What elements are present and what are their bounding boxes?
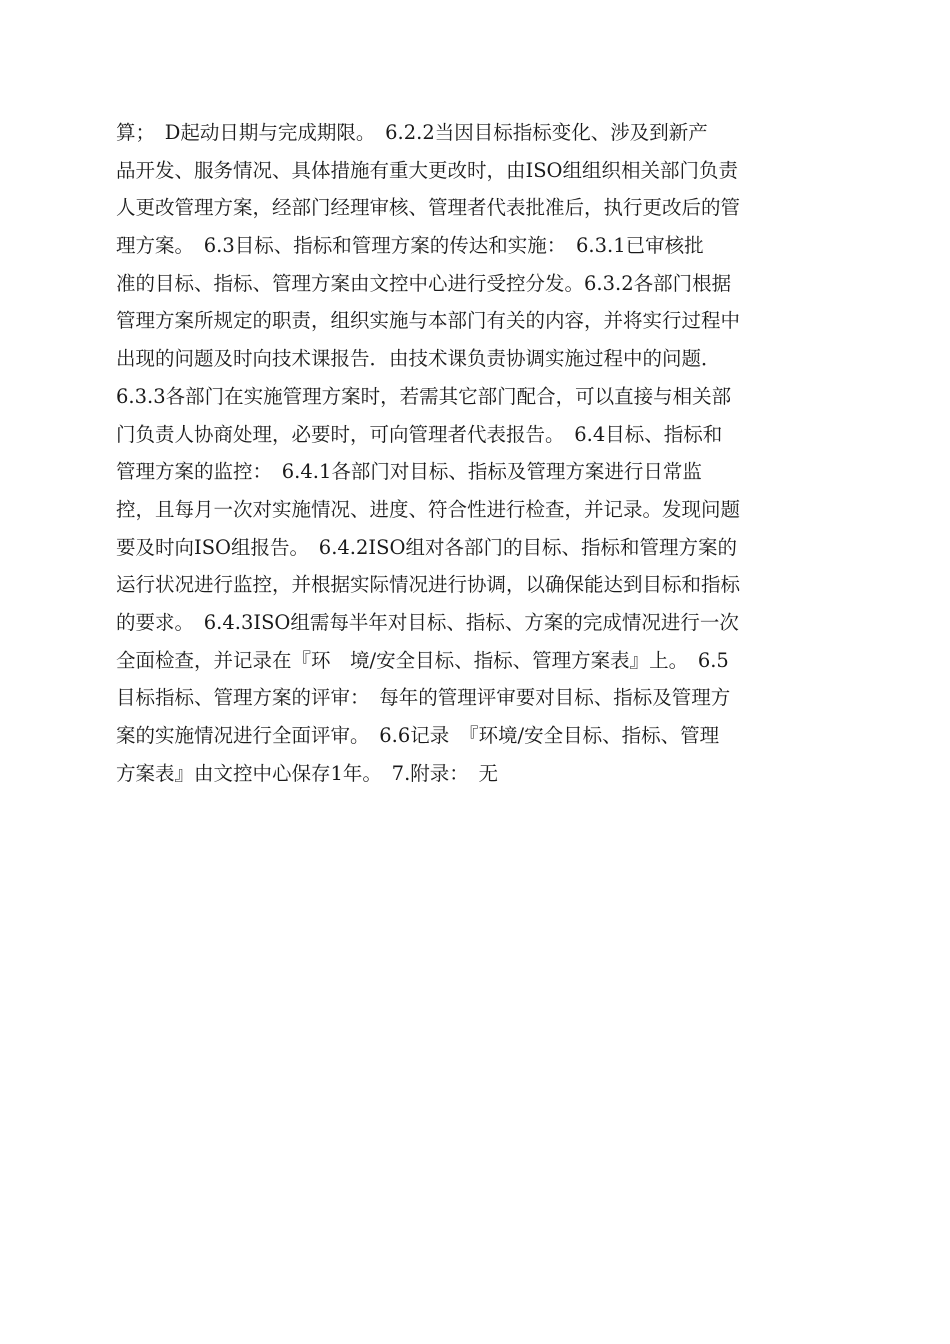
text-line: 的要求。 6.4.3ISO组需每半年对目标、指标、方案的完成情况进行一次 xyxy=(116,610,739,634)
text-line: 要及时向ISO组报告。 6.4.2ISO组对各部门的目标、指标和管理方案的 xyxy=(116,535,737,559)
text-line: 管理方案的监控： 6.4.1各部门对目标、指标及管理方案进行日常监 xyxy=(116,460,702,484)
text-line: 管理方案所规定的职责，组织实施与本部门有关的内容，并将实行过程中 xyxy=(116,309,741,333)
text-line: 门负责人协商处理，必要时，可向管理者代表报告。 6.4目标、指标和 xyxy=(116,422,723,446)
text-line: 出现的问题及时向技术课报告．由技术课负责协调实施过程中的问题． xyxy=(116,347,721,371)
text-line: 案的实施情况进行全面评审。 6.6记录 『环境/安全目标、指标、管理 xyxy=(116,724,720,747)
text-line: 控，且每月一次对实施情况、进度、符合性进行检查，并记录。发现问题 xyxy=(116,497,741,521)
text-line: 全面检查，并记录在『环 境/安全目标、指标、管理方案表』上。 6.5 xyxy=(116,648,729,672)
text-line: 准的目标、指标、管理方案由文控中心进行受控分发。6.3.2各部门根据 xyxy=(116,271,732,295)
text-line: 理方案。 6.3目标、指标和管理方案的传达和实施： 6.3.1已审核批 xyxy=(116,234,704,258)
text-line: 目标指标、管理方案的评审： 每年的管理评审要对目标、指标及管理方 xyxy=(116,686,731,710)
body-text xyxy=(116,114,846,792)
text-line: 算； D起动日期与完成期限。 6.2.2当因目标指标变化、涉及到新产 xyxy=(116,121,708,144)
text-line: 品开发、服务情况、具体措施有重大更改时，由ISO组组织相关部门负责 xyxy=(116,158,739,182)
text-line: 6.3.3各部门在实施管理方案时，若需其它部门配合，可以直接与相关部 xyxy=(116,384,732,408)
text-line: 运行状况进行监控，并根据实际情况进行协调，以确保能达到目标和指标 xyxy=(116,573,741,597)
text-line: 人更改管理方案，经部门经理审核、管理者代表批准后，执行更改后的管 xyxy=(116,196,741,220)
text-line: 方案表』由文控中心保存1年。 7.附录： 无 xyxy=(116,761,499,785)
